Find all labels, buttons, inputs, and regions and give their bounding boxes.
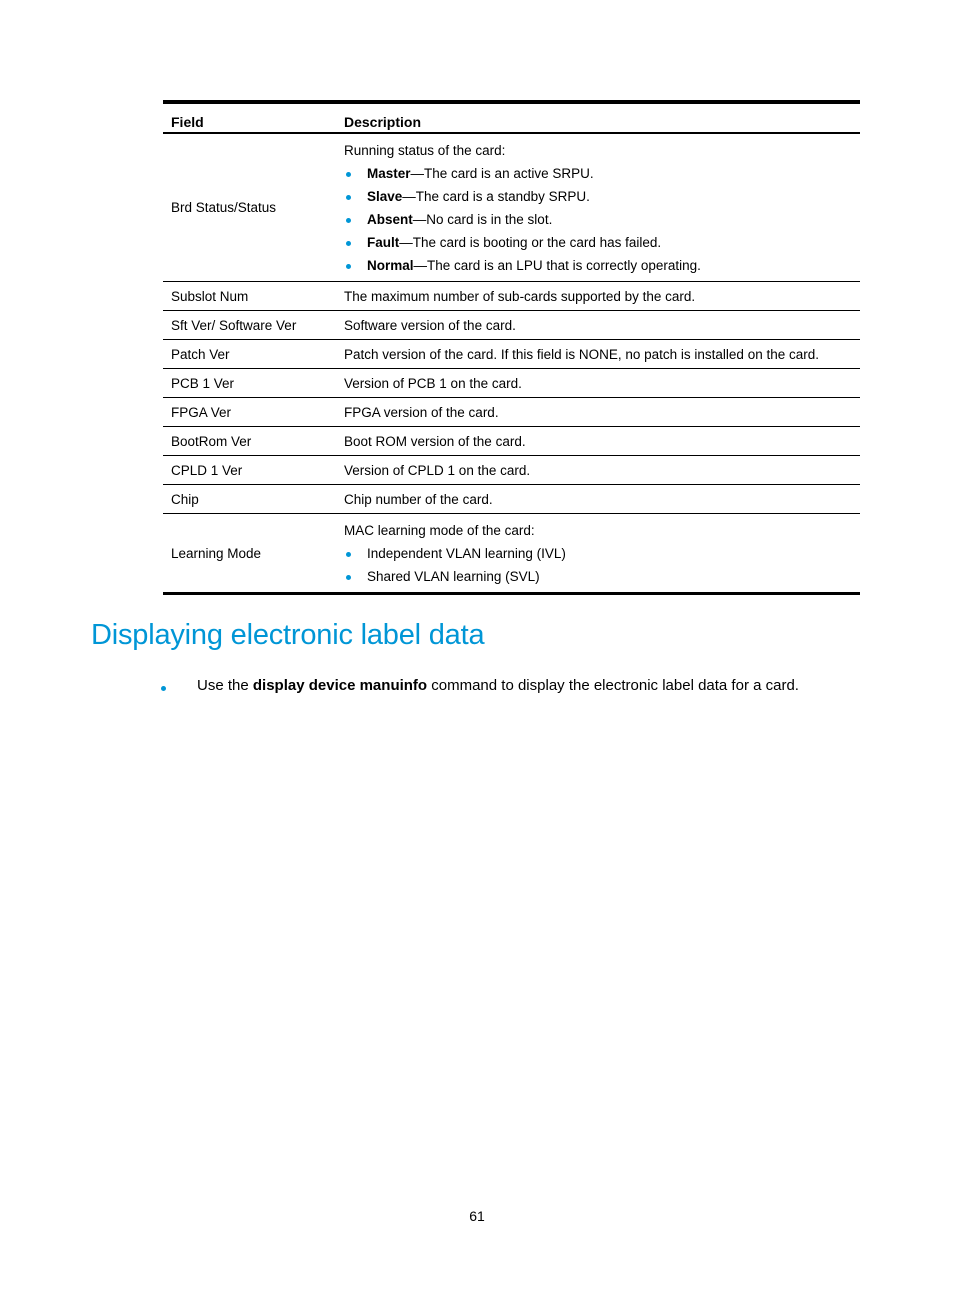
field-cell: PCB 1 Ver xyxy=(163,369,336,398)
field-cell: CPLD 1 Ver xyxy=(163,456,336,485)
list-item: Independent VLAN learning (IVL) xyxy=(344,542,856,565)
description-cell: FPGA version of the card. xyxy=(336,398,860,427)
list-item xyxy=(344,231,856,254)
bullet-icon xyxy=(161,686,166,691)
table-header-row xyxy=(163,102,860,133)
field-cell: FPGA Ver xyxy=(163,398,336,427)
list-item xyxy=(344,208,856,231)
command-name: display device manuinfo xyxy=(252,677,428,694)
table-row xyxy=(163,311,860,340)
field-cell: Patch Ver xyxy=(163,340,336,369)
description-cell: Boot ROM version of the card. xyxy=(336,427,860,456)
status-term: Absent xyxy=(367,212,413,227)
brd-status-intro: Running status of the card: xyxy=(344,143,506,158)
status-text: —The card is an LPU that is correctly operating. xyxy=(413,258,701,273)
status-term: Master xyxy=(367,166,411,181)
description-cell: Version of PCB 1 on the card. xyxy=(336,369,860,398)
description-cell: The maximum number of sub-cards supported by the card. xyxy=(336,282,860,311)
description-cell: Patch version of the card. If this field is NONE, no patch is installed on the card. xyxy=(336,340,860,369)
field-description-table xyxy=(163,100,860,595)
instruction-bullet xyxy=(161,677,799,694)
description-cell xyxy=(336,133,860,282)
status-text: —The card is an active SRPU. xyxy=(410,166,594,181)
field-cell: Subslot Num xyxy=(163,282,336,311)
table-row xyxy=(163,456,860,485)
table-row xyxy=(163,485,860,514)
description-cell xyxy=(336,514,860,594)
status-term: Fault xyxy=(367,235,400,250)
status-text: —No card is in the slot. xyxy=(412,212,553,227)
description-cell: Chip number of the card. xyxy=(336,485,860,514)
status-term: Normal xyxy=(367,258,414,273)
table-row-learning-mode xyxy=(163,514,860,594)
learning-mode-intro: MAC learning mode of the card: xyxy=(344,523,535,538)
instruction-prefix: Use the xyxy=(197,677,253,694)
status-text: —The card is booting or the card has failed. xyxy=(399,235,662,250)
description-cell: Software version of the card. xyxy=(336,311,860,340)
instruction-suffix: command to display the electronic label data for a card. xyxy=(427,677,799,694)
header-description: Description xyxy=(336,102,860,133)
list-item xyxy=(344,162,856,185)
page-number: 61 xyxy=(469,1208,485,1224)
section-heading: Displaying electronic label data xyxy=(91,619,485,651)
field-cell: Brd Status/Status xyxy=(163,133,336,282)
table-row xyxy=(163,340,860,369)
list-item: Shared VLAN learning (SVL) xyxy=(344,565,856,588)
status-term: Slave xyxy=(367,189,403,204)
list-item xyxy=(344,254,856,277)
field-cell: Chip xyxy=(163,485,336,514)
list-item xyxy=(344,185,856,208)
instruction-text xyxy=(197,677,799,694)
table-row xyxy=(163,398,860,427)
field-cell: BootRom Ver xyxy=(163,427,336,456)
header-field: Field xyxy=(163,102,336,133)
table-row-brd-status xyxy=(163,133,860,282)
table-row xyxy=(163,427,860,456)
field-cell: Learning Mode xyxy=(171,545,262,561)
table-row xyxy=(163,369,860,398)
description-cell: Version of CPLD 1 on the card. xyxy=(336,456,860,485)
status-text: —The card is a standby SRPU. xyxy=(402,189,590,204)
field-cell: Sft Ver/ Software Ver xyxy=(163,311,336,340)
table-row xyxy=(163,282,860,311)
